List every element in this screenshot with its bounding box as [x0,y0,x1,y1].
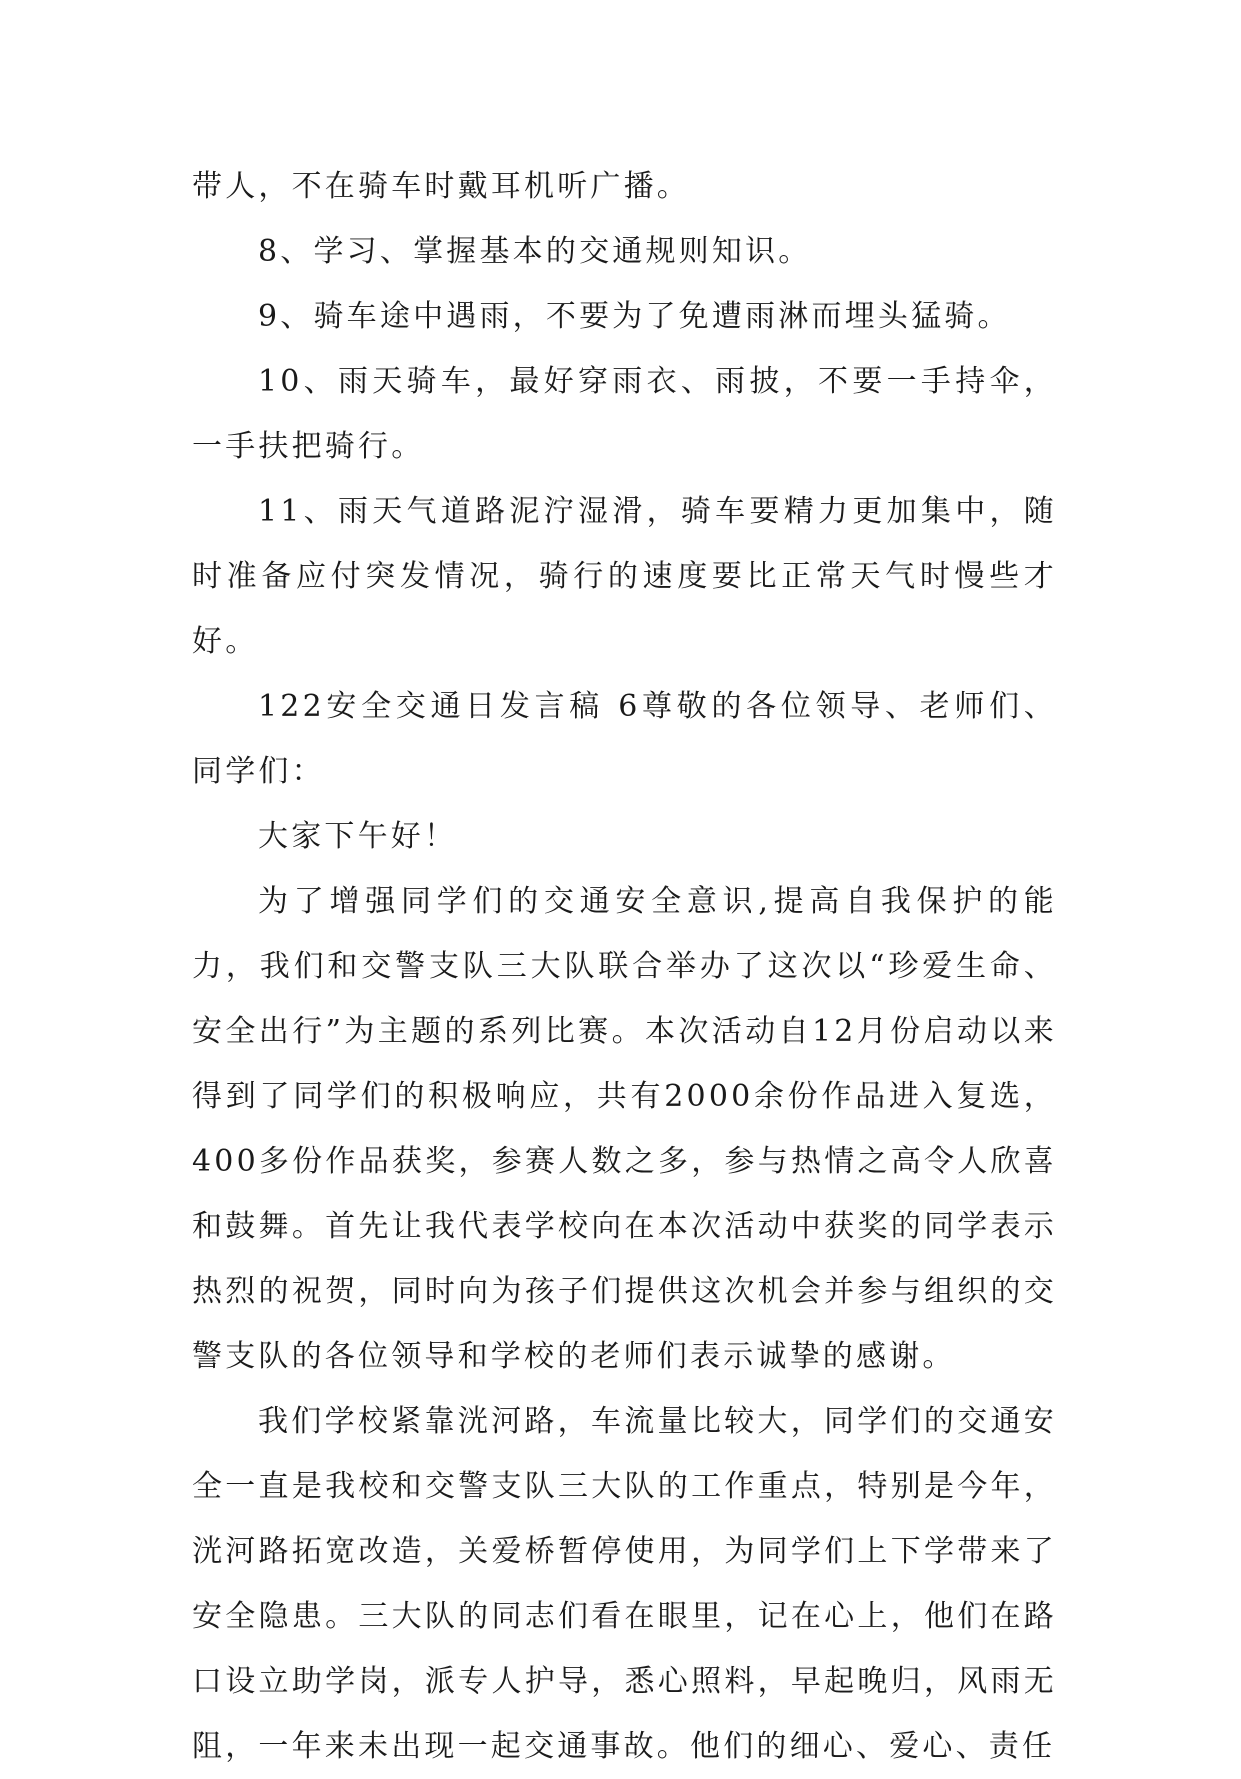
paragraph: 10、雨天骑车，最好穿雨衣、雨披，不要一手持伞，一手扶把骑行。 [192,364,1057,464]
paragraph: 11、雨天气道路泥泞湿滑，骑车要精力更加集中，随时准备应付突发情况，骑行的速度要比正常天气时慢些才好。 [192,494,1057,659]
paragraph: 大家下午好！ [258,819,458,854]
paragraph: 8、学习、掌握基本的交通规则知识。 [258,234,812,269]
paragraph: 我们学校紧靠洸河路，车流量比较大，同学们的交通安全一直是我校和交警支队三大队的工作重点，特别是今年，洸河路拓宽改造，关爱桥暂停使用，为同学们上下学带来了安全隐患。三大队的同志们看在眼里，记在心上，他们在路口设立助学岗，派专人护导，悉心照料，早起晚归，风雨无阻，一年来未出现一起交通事故。他们的细心、爱心、责任 [192,1404,1057,1764]
paragraph: 122安全交通日发言稿 6尊敬的各位领导、老师们、同学们： [192,689,1057,789]
paragraph: 为了增强同学们的交通安全意识,提高自我保护的能力，我们和交警支队三大队联合举办了这次以“珍爱生命、安全出行”为主题的系列比赛。本次活动自12月份启动以来得到了同学们的积极响应，共有2000余份作品进入复选，400多份作品获奖，参赛人数之多，参与热情之高令人欣喜和鼓舞。首先让我代表学校向在本次活动中获奖的同学表示热烈的祝贺，同时向为孩子们提供这次机会并参与组织的交警支队的各位领导和学校的老师们表示诚挚的感谢。 [192,884,1057,1374]
paragraph: 9、骑车途中遇雨，不要为了免遭雨淋而埋头猛骑。 [258,299,1011,334]
paragraph: 带人，不在骑车时戴耳机听广播。 [192,169,690,204]
document-body [192,154,1057,1779]
